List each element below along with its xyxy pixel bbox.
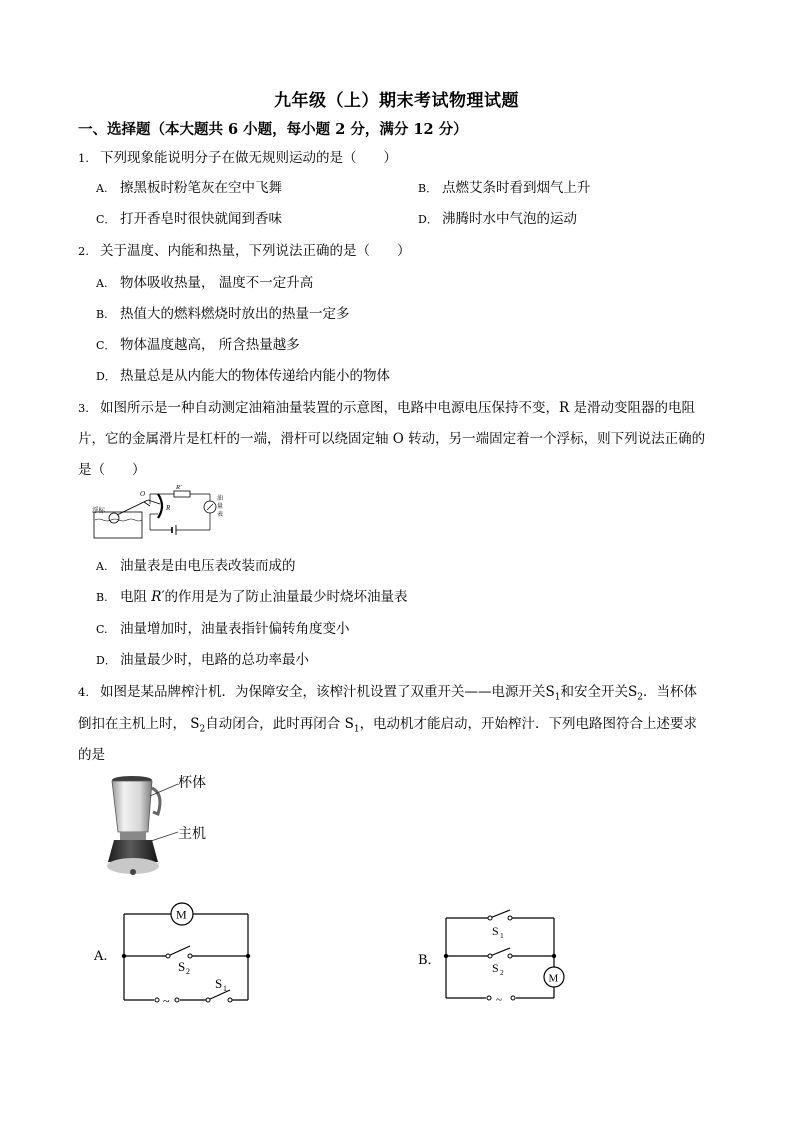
- question-stem-line-2: [78, 712, 697, 735]
- section-heading: 一、选择题（本大题共 6 小题，每小题 2 分，满分 12 分）: [78, 121, 468, 138]
- stem-part: 倒扣在主机上时， S: [78, 716, 200, 732]
- option-text: 擦黑板时粉笔灰在空中飞舞: [120, 180, 282, 196]
- meter-label-3: 表: [217, 512, 224, 518]
- source-label: ~: [163, 994, 170, 1008]
- stem-part: 如图是某品牌榨汁机．为保障安全，该榨汁机设置了双重开关——电源开关S: [100, 684, 555, 700]
- subscript: 1: [554, 692, 561, 703]
- question-4: [78, 680, 697, 703]
- source-label: ~: [496, 994, 502, 1006]
- s2-subscript: 2: [500, 968, 504, 977]
- cup-icon: [112, 781, 152, 832]
- question-3: [78, 396, 695, 416]
- option-text: 物体吸收热量， 温度不一定升高: [120, 275, 314, 291]
- circuit-b-label: B．: [418, 953, 441, 968]
- juicer-figure: [96, 770, 226, 885]
- option-variable: R′: [151, 589, 165, 605]
- stem-part: 自动闭合，此时再闭合 S: [205, 716, 354, 732]
- question-number: 1.: [78, 151, 89, 165]
- q2-option-b: [96, 302, 350, 322]
- s2-label: S: [178, 959, 186, 974]
- question-number: 2.: [78, 244, 89, 258]
- option-text-pre: 电阻: [120, 589, 152, 605]
- page-title: 九年级（上）期末考试物理试题: [274, 91, 519, 111]
- stem-part: ，电动机才能启动，开始榨汁．下列电路图符合上述要求: [359, 716, 698, 732]
- option-text: 油量最少时，电路的总功率最小: [120, 652, 309, 668]
- option-label: A.: [96, 277, 108, 290]
- question-stem-line-3: 是（ ）: [78, 462, 146, 478]
- subscript: 2: [637, 692, 643, 703]
- s2-subscript: 2: [186, 967, 190, 976]
- q3-option-c: [96, 617, 350, 637]
- s1-subscript: 1: [223, 984, 227, 993]
- q1-option-d: [418, 207, 577, 227]
- option-label: C．: [96, 339, 116, 352]
- cup-label: 杯体: [178, 774, 206, 790]
- option-text: 物体温度越高， 所含热量越多: [120, 337, 300, 353]
- option-text: 热值大的燃料燃烧时放出的热量一定多: [120, 306, 350, 322]
- option-text: 打开香皂时很快就闻到香味: [120, 211, 282, 227]
- s2-switch-icon: [168, 946, 190, 956]
- circuit-a: [118, 902, 258, 1010]
- question-2: [78, 239, 411, 259]
- option-label: C.: [96, 623, 108, 636]
- meter-label-1: 油: [217, 496, 224, 502]
- r-label: R: [166, 504, 171, 512]
- subscript: 2: [199, 724, 206, 735]
- motor-label: M: [548, 972, 559, 985]
- q2-option-d: [96, 364, 390, 384]
- question-number: 4.: [78, 685, 89, 699]
- option-text: 油量表是由电压表改装而成的: [120, 558, 296, 574]
- q3-option-d: [96, 648, 309, 668]
- option-text: 油量增加时，油量表指针偏转角度变小: [120, 621, 350, 637]
- motor-label: M: [176, 907, 187, 922]
- option-text: 热量总是从内能大的物体传递给内能小的物体: [120, 368, 390, 384]
- option-label: C．: [96, 213, 116, 226]
- s2-label: S: [492, 961, 499, 975]
- s2-switch-icon: [490, 948, 510, 956]
- option-label: D．: [418, 213, 438, 226]
- q3-option-a: [96, 554, 296, 574]
- question-1: [78, 146, 397, 166]
- float-label: 浮标: [92, 507, 105, 514]
- q2-option-c: [96, 333, 300, 353]
- option-label: B．: [418, 182, 438, 195]
- option-text-post: 的作用是为了防止油量最少时烧坏油量表: [164, 589, 408, 605]
- question-stem-line-2: 片，它的金属滑片是杠杆的一端，滑杆可以绕固定轴 O 转动，另一端固定着一个浮标，则下列说法正确的: [78, 431, 706, 447]
- q1-option-a: [96, 176, 282, 196]
- q3-option-b: [96, 585, 408, 605]
- s1-switch-icon: [490, 910, 510, 918]
- q1-option-c: [96, 207, 282, 227]
- s1-subscript: 1: [500, 931, 504, 940]
- option-text: 点燃艾条时看到烟气上升: [442, 180, 591, 196]
- s1-label: S: [492, 924, 499, 938]
- question-stem-line-3: 的是: [78, 747, 105, 763]
- option-label: B.: [96, 591, 108, 604]
- option-text: 沸腾时水中气泡的运动: [442, 211, 577, 227]
- stem-part: ．当杯体: [642, 684, 697, 700]
- option-label: A.: [96, 182, 108, 195]
- circuit-b: [440, 906, 570, 1006]
- circuit-a-label: A.: [94, 949, 108, 964]
- option-label: A.: [96, 560, 108, 573]
- oil-gauge-figure: [90, 480, 240, 542]
- o-label: O: [140, 490, 146, 498]
- meter-label-2: 量: [217, 504, 224, 510]
- s1-label: S: [215, 976, 223, 991]
- q2-option-a: [96, 271, 313, 291]
- question-stem: 下列现象能说明分子在做无规则运动的是（ ）: [100, 150, 397, 166]
- question-stem-line-1: 如图所示是一种自动测定油箱油量装置的示意图，电路中电源电压保持不变，R 是滑动变阻器的电阻: [100, 400, 695, 416]
- option-label: D．: [96, 654, 116, 667]
- stem-part: 和安全开关S: [560, 684, 638, 700]
- option-label: D．: [96, 370, 116, 383]
- question-stem: 关于温度、内能和热量，下列说法正确的是（ ）: [100, 243, 411, 259]
- option-label: B.: [96, 308, 108, 321]
- q1-option-b: [418, 176, 591, 196]
- question-number: 3.: [78, 401, 89, 415]
- subscript: 1: [353, 724, 360, 735]
- rprime-label: R': [176, 484, 182, 491]
- base-label: 主机: [178, 825, 206, 841]
